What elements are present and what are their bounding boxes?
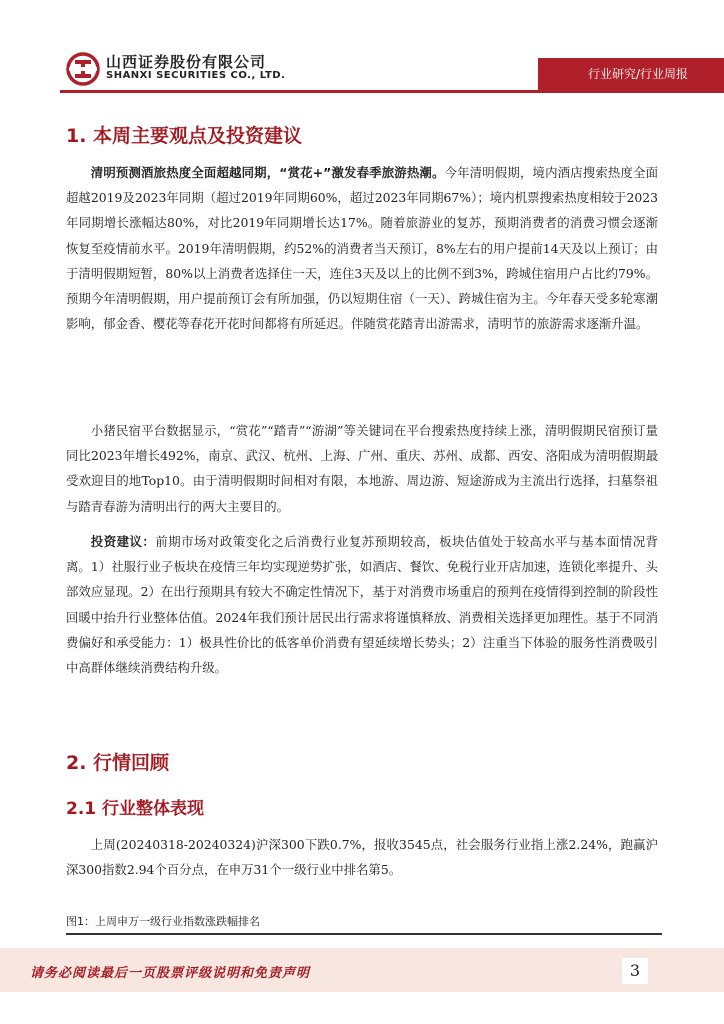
section-2-1-title: 2.1 行业整体表现 (66, 799, 205, 819)
figure-1-caption: 图1：上周申万一级行业指数涨跌幅排名 (66, 915, 260, 928)
section-1-paragraph-1 (66, 160, 658, 336)
section-1-paragraph-2: 小猪民宿平台数据显示，“赏花”“踏青”“游湖”等关键词在平台搜索热度持续上涨，清明假期民宿预订量同比2023年增长492%，南京、武汉、杭州、上海、广州、重庆、苏州、成都、西安、洛阳成为清明假期最受欢迎目的地Top10。由于清明假期时间相对有限，本地游、周边游、短途游成为主流出行选择，扫墓祭祖与踏青春游为清明出行的两大主要目的。 (66, 423, 658, 514)
section-2-paragraph-1: 上周(20240318-20240324)沪深300下跌0.7%，报收3545点，社会服务行业指上涨2.24%，跑赢沪深300指数2.94个百分点，在申万31个一级行业中排名第5。 (66, 837, 658, 878)
page-number: 3 (622, 958, 648, 984)
investment-advice-label: 投资建议： (90, 534, 156, 549)
paragraph-1-lead: 清明预测酒旅热度全面超越同期，“赏花+”激发春季旅游热潮。 (90, 165, 445, 180)
section-1-paragraph-3 (66, 529, 658, 680)
company-name-en: SHANXI SECURITIES CO., LTD. (106, 70, 286, 81)
company-logo-icon (66, 52, 100, 86)
investment-advice-body: 前期市场对政策变化之后消费行业复苏预期较高，板块估值处于较高水平与基本面情况背离。1）社服行业子板块在疫情三年均实现逆势扩张，如酒店、餐饮、免税行业开店加速，连锁化率提升、头部效应显现。2）在出行预期具有较大不确定性情况下，基于对消费市场重启的预判在疫情得到控制的阶段性回暖中抬升行业整体估值。2024年我们预计居民出行需求将谨慎释放、消费相关选择更加理性。基于不同消费偏好和承受能力：1）极具性价比的低客单价消费有望延续增长势头；2）注重当下体验的服务性消费吸引中高群体继续消费结构升级。 (66, 534, 659, 676)
paragraph-1-body: 今年清明假期，境内酒店搜索热度全面超越2019及2023年同期（超过2019年同期60%，超过2023年同期67%）；境内机票搜索热度相较于2023年同期增长涨幅达80%，对比2019年同期增长达17%。随着旅游业的复苏，预期消费者的消费习惯会逐渐恢复至疫情前水平。2019年清明假期，约52%的消费者当天预订，8%左右的用户提前14天及以上预订；由于清明假期短暂，80%以上消费者选择住一天，连住3天及以上的比例不到3%，跨城住宿用户占比约79%。预期今年清明假期，用户提前预订会有所加强，仍以短期住宿（一天）、跨城住宿为主。今年春天受多轮寒潮影响，郁金香、樱花等春花开花时间都将有所延迟。伴随赏花踏青出游需求，清明节的旅游需求逐渐升温。 (66, 165, 658, 332)
report-type-banner (538, 58, 724, 90)
page-footer (0, 948, 724, 992)
company-name-cn: 山西证券股份有限公司 (106, 53, 267, 71)
report-type-label: 行业研究/行业周报 (587, 67, 688, 81)
section-2-title: 2. 行情回顾 (66, 752, 170, 774)
section-1-title: 1. 本周主要观点及投资建议 (66, 125, 303, 147)
footer-disclaimer: 请务必阅读最后一页股票评级说明和免责声明 (30, 966, 311, 981)
page-header (0, 0, 724, 96)
header-divider (60, 90, 724, 93)
figure-divider (66, 933, 662, 935)
